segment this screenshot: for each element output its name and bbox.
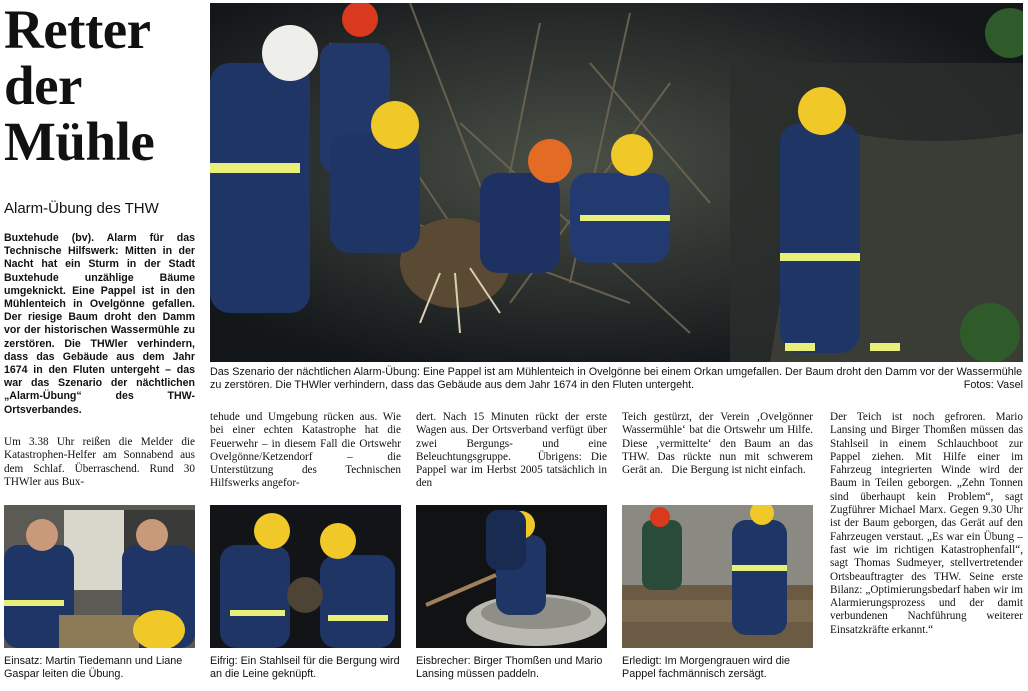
photo-credit: Fotos: Vasel [963, 379, 1023, 392]
article-column-2: tehude und Umgebung rücken aus. Wie bei einer echten Katastrophe hat die Feuerwehr – in diesem Fall die Ortswehr Ovelgönne/Ketzendorf – die Unterstützung des Technischen Hilfswerks angefor- [210, 411, 401, 490]
main-photo-caption [210, 366, 1023, 392]
subheadline: Alarm-Übung des THW [4, 200, 159, 217]
lead-paragraph: Buxtehude (bv). Alarm für das Technische Hilfswerk: Mitten in der Nacht hat ein Sturm in der Stadt Buxtehude unzählige Bäume umgeknickt. Eine Pappel ist in den Mühlenteich in Ovelgönne gefallen. Der riesige Baum droht den Damm vor der historischen Wassermühle zu zerstören. Die THWler verhindern, dass das Gebäude aus dem Jahr 1674 in den Fluten untergeht – das war das Szenario der nächtlichen „Alarm-Übung“ des THW-Ortsverbandes. [4, 232, 195, 416]
photo-eisbrecher [416, 505, 607, 648]
article-column-4: Teich gestürzt, der Verein ‚Ovelgönner Wassermühle‘ bat die Ortswehr um Hilfe. Diese ‚vermittelte‘ den Baum an das THW. Das rückte nun mit schwerem Gerät an. Die Bergung ist nicht einfach. [622, 411, 813, 477]
photo-einsatz [4, 505, 195, 648]
headline-line-2: der [4, 55, 82, 116]
caption-eifrig: Eifrig: Ein Stahlseil für die Bergung wird an die Leine geknüpft. [210, 655, 400, 681]
caption-eisbrecher: Eisbrecher: Birger Thomßen und Mario Lansing müssen paddeln. [416, 655, 603, 681]
article-column-1: Um 3.38 Uhr reißen die Melder die Katastrophen-Helfer am Sonnabend aus dem Schlaf. Überraschend. Rund 30 THWler aus Bux- [4, 436, 195, 488]
caption-einsatz: Einsatz: Martin Tiedemann und Liane Gaspar leiten die Übung. [4, 655, 183, 681]
headline-line-1: Retter [4, 0, 151, 60]
main-photo [210, 3, 1023, 362]
photo-eifrig [210, 505, 401, 648]
article-column-3: dert. Nach 15 Minuten rückt der erste Wagen aus. Der Ortsverband verfügt über zwei Bergungs- und eine Beleuchtungsgruppe. Übrigens: Die Pappel war im Herbst 2005 tatsächlich in den [416, 411, 607, 490]
headline-line-3: Mühle [4, 111, 155, 172]
article-column-5: Der Teich ist noch gefroren. Mario Lansing und Birger Thomßen müssen das Stahlseil in einem Schlauchboot zur Pappel ziehen. Mit Hilfe einer im Fahrzeug integrierten Winde wird der Baum in Teilen geborgen. „Zehn Tonnen sind überhaupt kein Problem“, sagt Zugführer Michael Marx. Gegen 9.30 Uhr ist der Baum geborgen, das Gerät auf den Fahrzeugen verstaut. „Es war ein Übung – fast wie im richtigen Katastrophenfall“, sagt Thomas Sudmeyer, stellvertretender Ortsbeauftragter des THW. Seine erste Bilanz: „Optimierungsbedarf haben wir im Alarmierungsprozess und der damit verbundenen Nachführung weiterer Einsatzkräfte erkannt.“ [830, 411, 1023, 636]
headline [4, 2, 204, 170]
photo-erledigt [622, 505, 813, 648]
main-photo-caption-text: Das Szenario der nächtlichen Alarm-Übung: Eine Pappel ist am Mühlenteich in Ovelgönne bei einem Orkan umgefallen. Der Baum droht den Damm vor der Wassermühle zu zerstören. Die THWler verhindern, dass das Gebäude aus dem Jahr 1674 in den Fluten untergeht. [210, 366, 1023, 392]
caption-erledigt: Erledigt: Im Morgengrauen wird die Pappel fachmännisch zersägt. [622, 655, 791, 681]
